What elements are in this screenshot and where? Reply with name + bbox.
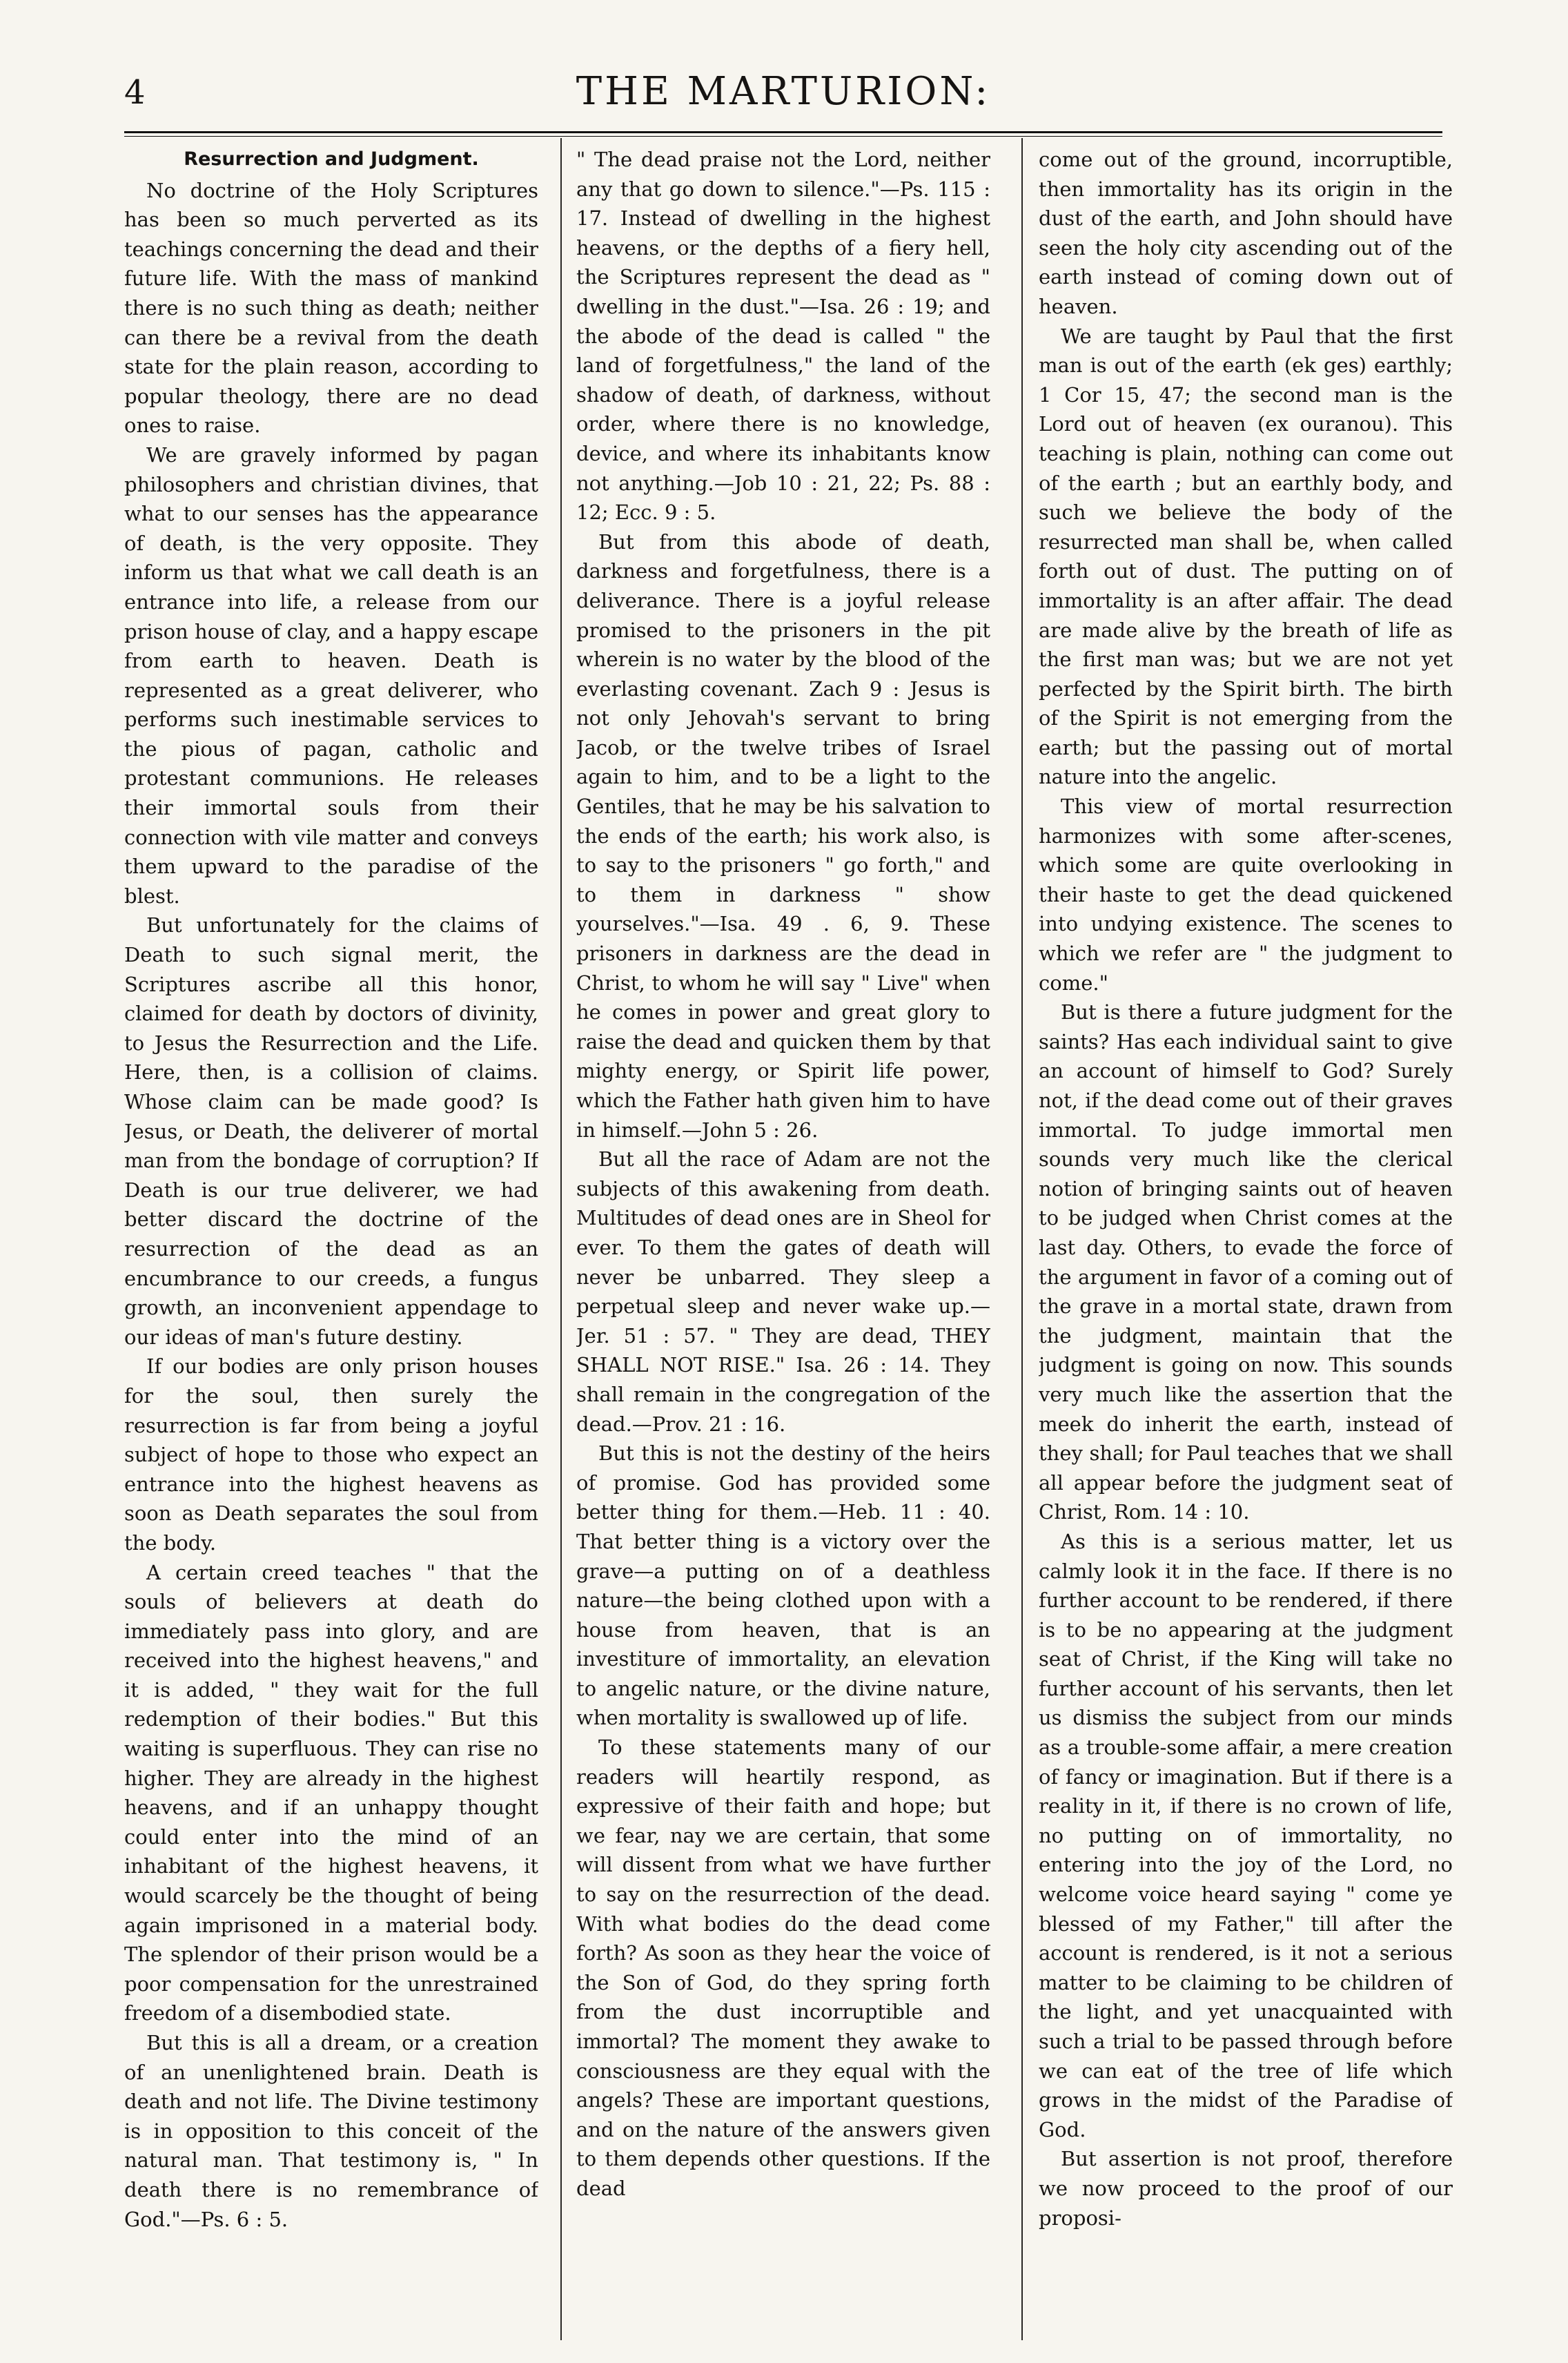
paragraph: But all the race of Adam are not the subjects of this awakening from death. Multitudes of dead ones are in Sheol for ever. To them the gates of death will never be unbarred. They sleep a perpetual sleep and never wake up.—Jer. 51 : 57. " They are dead, THEY SHALL NOT RISE." Isa. 26 : 14. They shall remain in the congregation of the dead.—Prov. 21 : 16. bbox=[576, 1147, 990, 1436]
paragraph: As this is a serious matter, let us calmly look it in the face. If there is no further account to be rendered, if there is to be no appearing at the judgment seat of Christ, if the King will take no further account of his servants, then let us dismiss the subject from our minds as a trouble-some affair, a mere creation of fancy or imagination. But if there is a reality in it, if there is no crown of life, no putting on of immortality, no entering into the joy of the Lord, no welcome voice heard saying " come ye blessed of my Father," till after the account is rendered, is it not a serious matter to be claiming to be children of the light, and yet unacquainted with such a trial to be passed through before we can eat of the tree of life which grows in the midst of the Paradise of God. bbox=[1039, 1529, 1453, 2141]
paragraph: To these statements many of our readers will heartily respond, as expressive of their faith and hope; but we fear, nay we are certain, that some will dissent from what we have further to say on the resurrection of the dead. With what bodies do the dead come forth? As soon as they hear the voice of the Son of God, do they spring forth from the dust incorruptible and immortal? The moment they awake to consciousness are they equal with the angels? These are important questions, and on the nature of the answers given to them depends other questions. If the dead bbox=[576, 1735, 990, 2200]
paragraph: This view of mortal resurrection harmonizes with some after-scenes, which some are quite overlooking in their haste to get the dead quickened into undying existence. The scenes to which we refer are " the judgment to come." bbox=[1039, 795, 1453, 995]
paragraph: But unfortunately for the claims of Death to such signal merit, the Scriptures ascribe all this honor, claimed for death by doctors of divinity, to Jesus the Resurrection and the Life. Here, then, is a collision of claims. Whose claim can be made good? Is Jesus, or Death, the deliverer of mortal man from the bondage of corruption? If Death is our true deliverer, we had better discard the doctrine of the resurrection of the dead as an encumbrance to our creeds, a fungus growth, an inconvenient appendage to our ideas of man's future destiny. bbox=[124, 913, 538, 1349]
paragraph: We are gravely informed by pagan philosophers and christian divines, that what to our senses has the appearance of death, is the very opposite. They inform us that what we call death is an entrance into life, a release from our prison house of clay, and a happy escape from earth to heaven. Death is represented as a great deliverer, who performs such inestimable services to the pious of pagan, catholic and protestant communions. He releases their immortal souls from their connection with vile matter and conveys them upward to the paradise of the blest. bbox=[124, 443, 538, 908]
page-number: 4 bbox=[124, 73, 146, 112]
column-divider bbox=[1021, 138, 1023, 2340]
paragraph: A certain creed teaches " that the souls of believers at death do immediately pass into glory, and are received into the highest heavens," and it is added, " they wait for the full redemption of their bodies." But this waiting is superfluous. They can rise no higher. They are already in the highest heavens, and if an unhappy thought could enter into the mind of an inhabitant of the highest heavens, it would scarcely be the thought of being again imprisoned in a material body. The splendor of their prison would be a poor compensation for the unrestrained freedom of a disembodied state. bbox=[124, 1560, 538, 2025]
paragraph: come out of the ground, incorruptible, then immortality has its origin in the dust of the earth, and John should have seen the holy city ascending out of the earth instead of coming down out of heaven. bbox=[1039, 148, 1453, 318]
article-heading: Resurrection and Judgment. bbox=[184, 148, 479, 170]
column-divider bbox=[560, 138, 562, 2340]
header-rule-thin bbox=[124, 136, 1442, 137]
paragraph: " The dead praise not the Lord, neither any that go down to silence."—Ps. 115 : 17. Instead of dwelling in the highest heavens, or the depths of a fiery hell, the Scriptures represent the dead as " dwelling in the dust."—Isa. 26 : 19; and the abode of the dead is called " the land of forgetfulness," the land of the shadow of death, of darkness, without order, where there is no knowledge, device, and where its inhabitants know not anything.—Job 10 : 21, 22; Ps. 88 : 12; Ecc. 9 : 5. bbox=[576, 148, 990, 525]
paragraph: We are taught by Paul that the first man is out of the earth (ek ges) earthly; 1 Cor 15, 47; the second man is the Lord out of heaven (ex ouranou). This teaching is plain, nothing can come out of the earth ; but an earthly body, and such we believe the body of the resurrected man shall be, when called forth out of dust. The putting on of immortality is an after affair. The dead are made alive by the breath of life as the first man was; but we are not yet perfected by the Spirit birth. The birth of the Spirit is not emerging from the earth; but the passing out of mortal nature into the angelic. bbox=[1039, 324, 1453, 789]
column-3 bbox=[1039, 145, 1453, 2333]
paragraph: But assertion is not proof, therefore we now proceed to the proof of our proposi- bbox=[1039, 2147, 1453, 2230]
paragraph: But this is all a dream, or a creation of an unenlightened brain. Death is death and not life. The Divine testimony is in opposition to this conceit of the natural man. That testimony is, " In death there is no remembrance of God."—Ps. 6 : 5. bbox=[124, 2031, 538, 2231]
paragraph: No doctrine of the Holy Scriptures has been so much perverted as its teachings concerning the dead and their future life. With the mass of mankind there is no such thing as death; neither can there be a revival from the death state for the plain reason, according to popular theology, there are no dead ones to raise. bbox=[124, 178, 538, 438]
paragraph: But is there a future judgment for the saints? Has each individual saint to give an account of himself to God? Surely not, if the dead come out of their graves immortal. To judge immortal men sounds very much like the clerical notion of bringing saints out of heaven to be judged when Christ comes at the last day. Others, to evade the force of the argument in favor of a coming out of the grave in a mortal state, drawn from the judgment, maintain that the judgment is going on now. This sounds very much like the assertion that the meek do inherit the earth, instead of they shall; for Paul teaches that we shall all appear before the judgment seat of Christ, Rom. 14 : 10. bbox=[1039, 1000, 1453, 1524]
page-header bbox=[124, 66, 1442, 128]
header-rule bbox=[124, 131, 1442, 133]
paragraph: If our bodies are only prison houses for the soul, then surely the resurrection is far from being a joyful subject of hope to those who expect an entrance into the highest heavens as soon as Death separates the soul from the body. bbox=[124, 1354, 538, 1555]
paragraph: But this is not the destiny of the heirs of promise. God has provided some better thing for them.—Heb. 11 : 40. That better thing is a victory over the grave—a putting on of a deathless nature—the being clothed upon with a house from heaven, that is an investiture of immortality, an elevation to angelic nature, or the divine nature, when mortality is swallowed up of life. bbox=[576, 1441, 990, 1730]
running-title: THE MARTURION: bbox=[576, 69, 991, 114]
column-2 bbox=[576, 145, 990, 2333]
column-1 bbox=[124, 145, 538, 2333]
paragraph: But from this abode of death, darkness and forgetfulness, there is a deliverance. There is a joyful release promised to the prisoners in the pit wherein is no water by the blood of the everlasting covenant. Zach 9 : Jesus is not only Jehovah's servant to bring Jacob, or the twelve tribes of Israel again to him, and to be a light to the Gentiles, that he may be his salvation to the ends of the earth; his work also, is to say to the prisoners " go forth," and to them in darkness " show yourselves."—Isa. 49 . 6, 9. These prisoners in darkness are the dead in Christ, to whom he will say " Live" when he comes in power and great glory to raise the dead and quicken them by that mighty energy, or Spirit life power, which the Father hath given him to have in himself.—John 5 : 26. bbox=[576, 529, 990, 1142]
